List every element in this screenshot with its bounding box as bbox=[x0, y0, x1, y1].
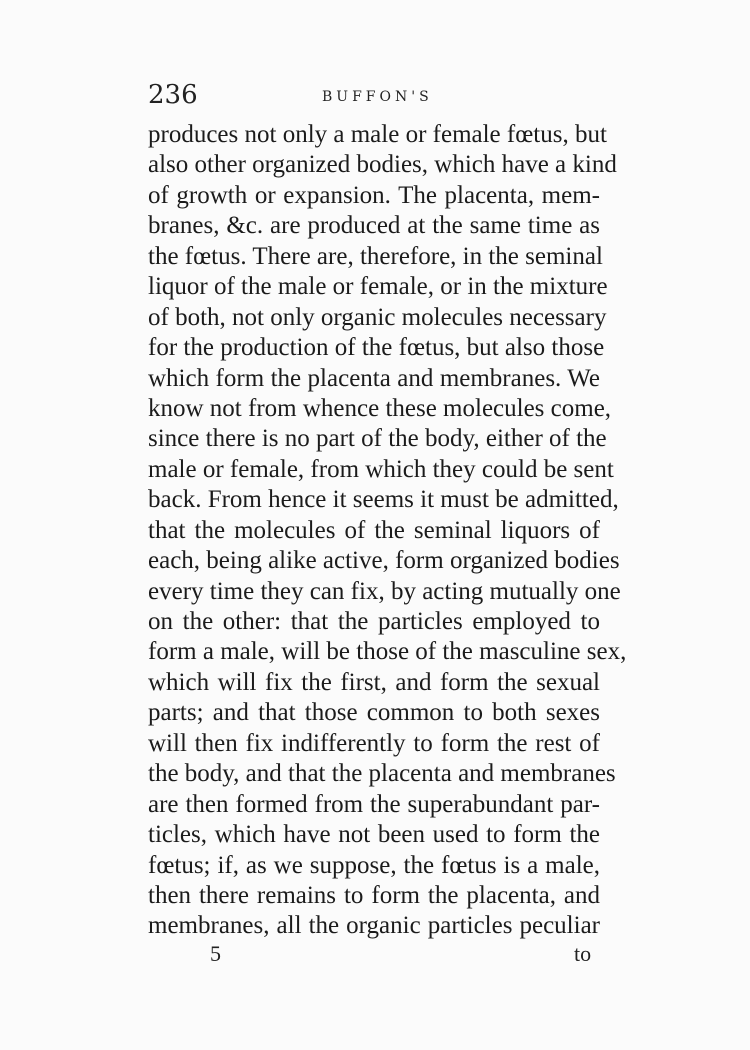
text-line: for the production of the fœtus, but also those bbox=[148, 334, 605, 362]
text-line: each, being alike active, form organized bodies bbox=[148, 547, 620, 575]
text-line: liquor of the male or female, or in the mixture bbox=[148, 273, 608, 301]
text-line: since there is no part of the body, either of the bbox=[148, 425, 607, 453]
text-line: form a male, will be those of the masculine sex, bbox=[148, 638, 627, 666]
page-header bbox=[0, 72, 750, 112]
text-line: are then formed from the superabundant par- bbox=[148, 790, 600, 818]
text-line: which will fix the first, and form the sexual bbox=[148, 668, 600, 696]
text-line: also other organized bodies, which have a kind bbox=[148, 151, 617, 179]
text-line: parts; and that those common to both sexes bbox=[148, 699, 600, 727]
page-number: 236 bbox=[148, 80, 198, 110]
text-line: of both, not only organic molecules necessary bbox=[148, 303, 607, 331]
text-line: on the other: that the particles employed to bbox=[148, 608, 600, 635]
text-line: know not from whence these molecules come, bbox=[148, 394, 612, 422]
text-line: back. From hence it seems it must be admitted, bbox=[148, 486, 619, 514]
body-text bbox=[148, 120, 627, 942]
text-line: which form the placenta and membranes. We bbox=[148, 364, 600, 392]
text-line: male or female, from which they could be sent bbox=[148, 455, 614, 483]
signature-mark: 5 bbox=[210, 941, 221, 966]
text-line: fœtus; if, as we suppose, the fœtus is a male, bbox=[148, 851, 600, 879]
page-footer bbox=[0, 940, 750, 972]
text-line: ticles, which have not been used to form the bbox=[148, 821, 600, 849]
text-line: the body, and that the placenta and membranes bbox=[148, 760, 616, 788]
running-head: BUFFON'S bbox=[322, 89, 433, 105]
text-line: then there remains to form the placenta, and bbox=[148, 881, 600, 909]
text-line: that the molecules of the seminal liquors of bbox=[148, 516, 600, 544]
text-line: will then fix indifferently to form the rest of bbox=[148, 729, 600, 757]
text-line: produces not only a male or female fœtus, but bbox=[148, 121, 607, 148]
text-line: every time they can fix, by acting mutually one bbox=[148, 577, 621, 605]
catchword: to bbox=[574, 941, 592, 966]
text-line: membranes, all the organic particles peculiar bbox=[148, 912, 600, 940]
text-line: branes, &c. are produced at the same time as bbox=[148, 212, 600, 240]
text-line: of growth or expansion. The placenta, mem- bbox=[148, 181, 600, 209]
text-line: the fœtus. There are, therefore, in the seminal bbox=[148, 242, 603, 270]
